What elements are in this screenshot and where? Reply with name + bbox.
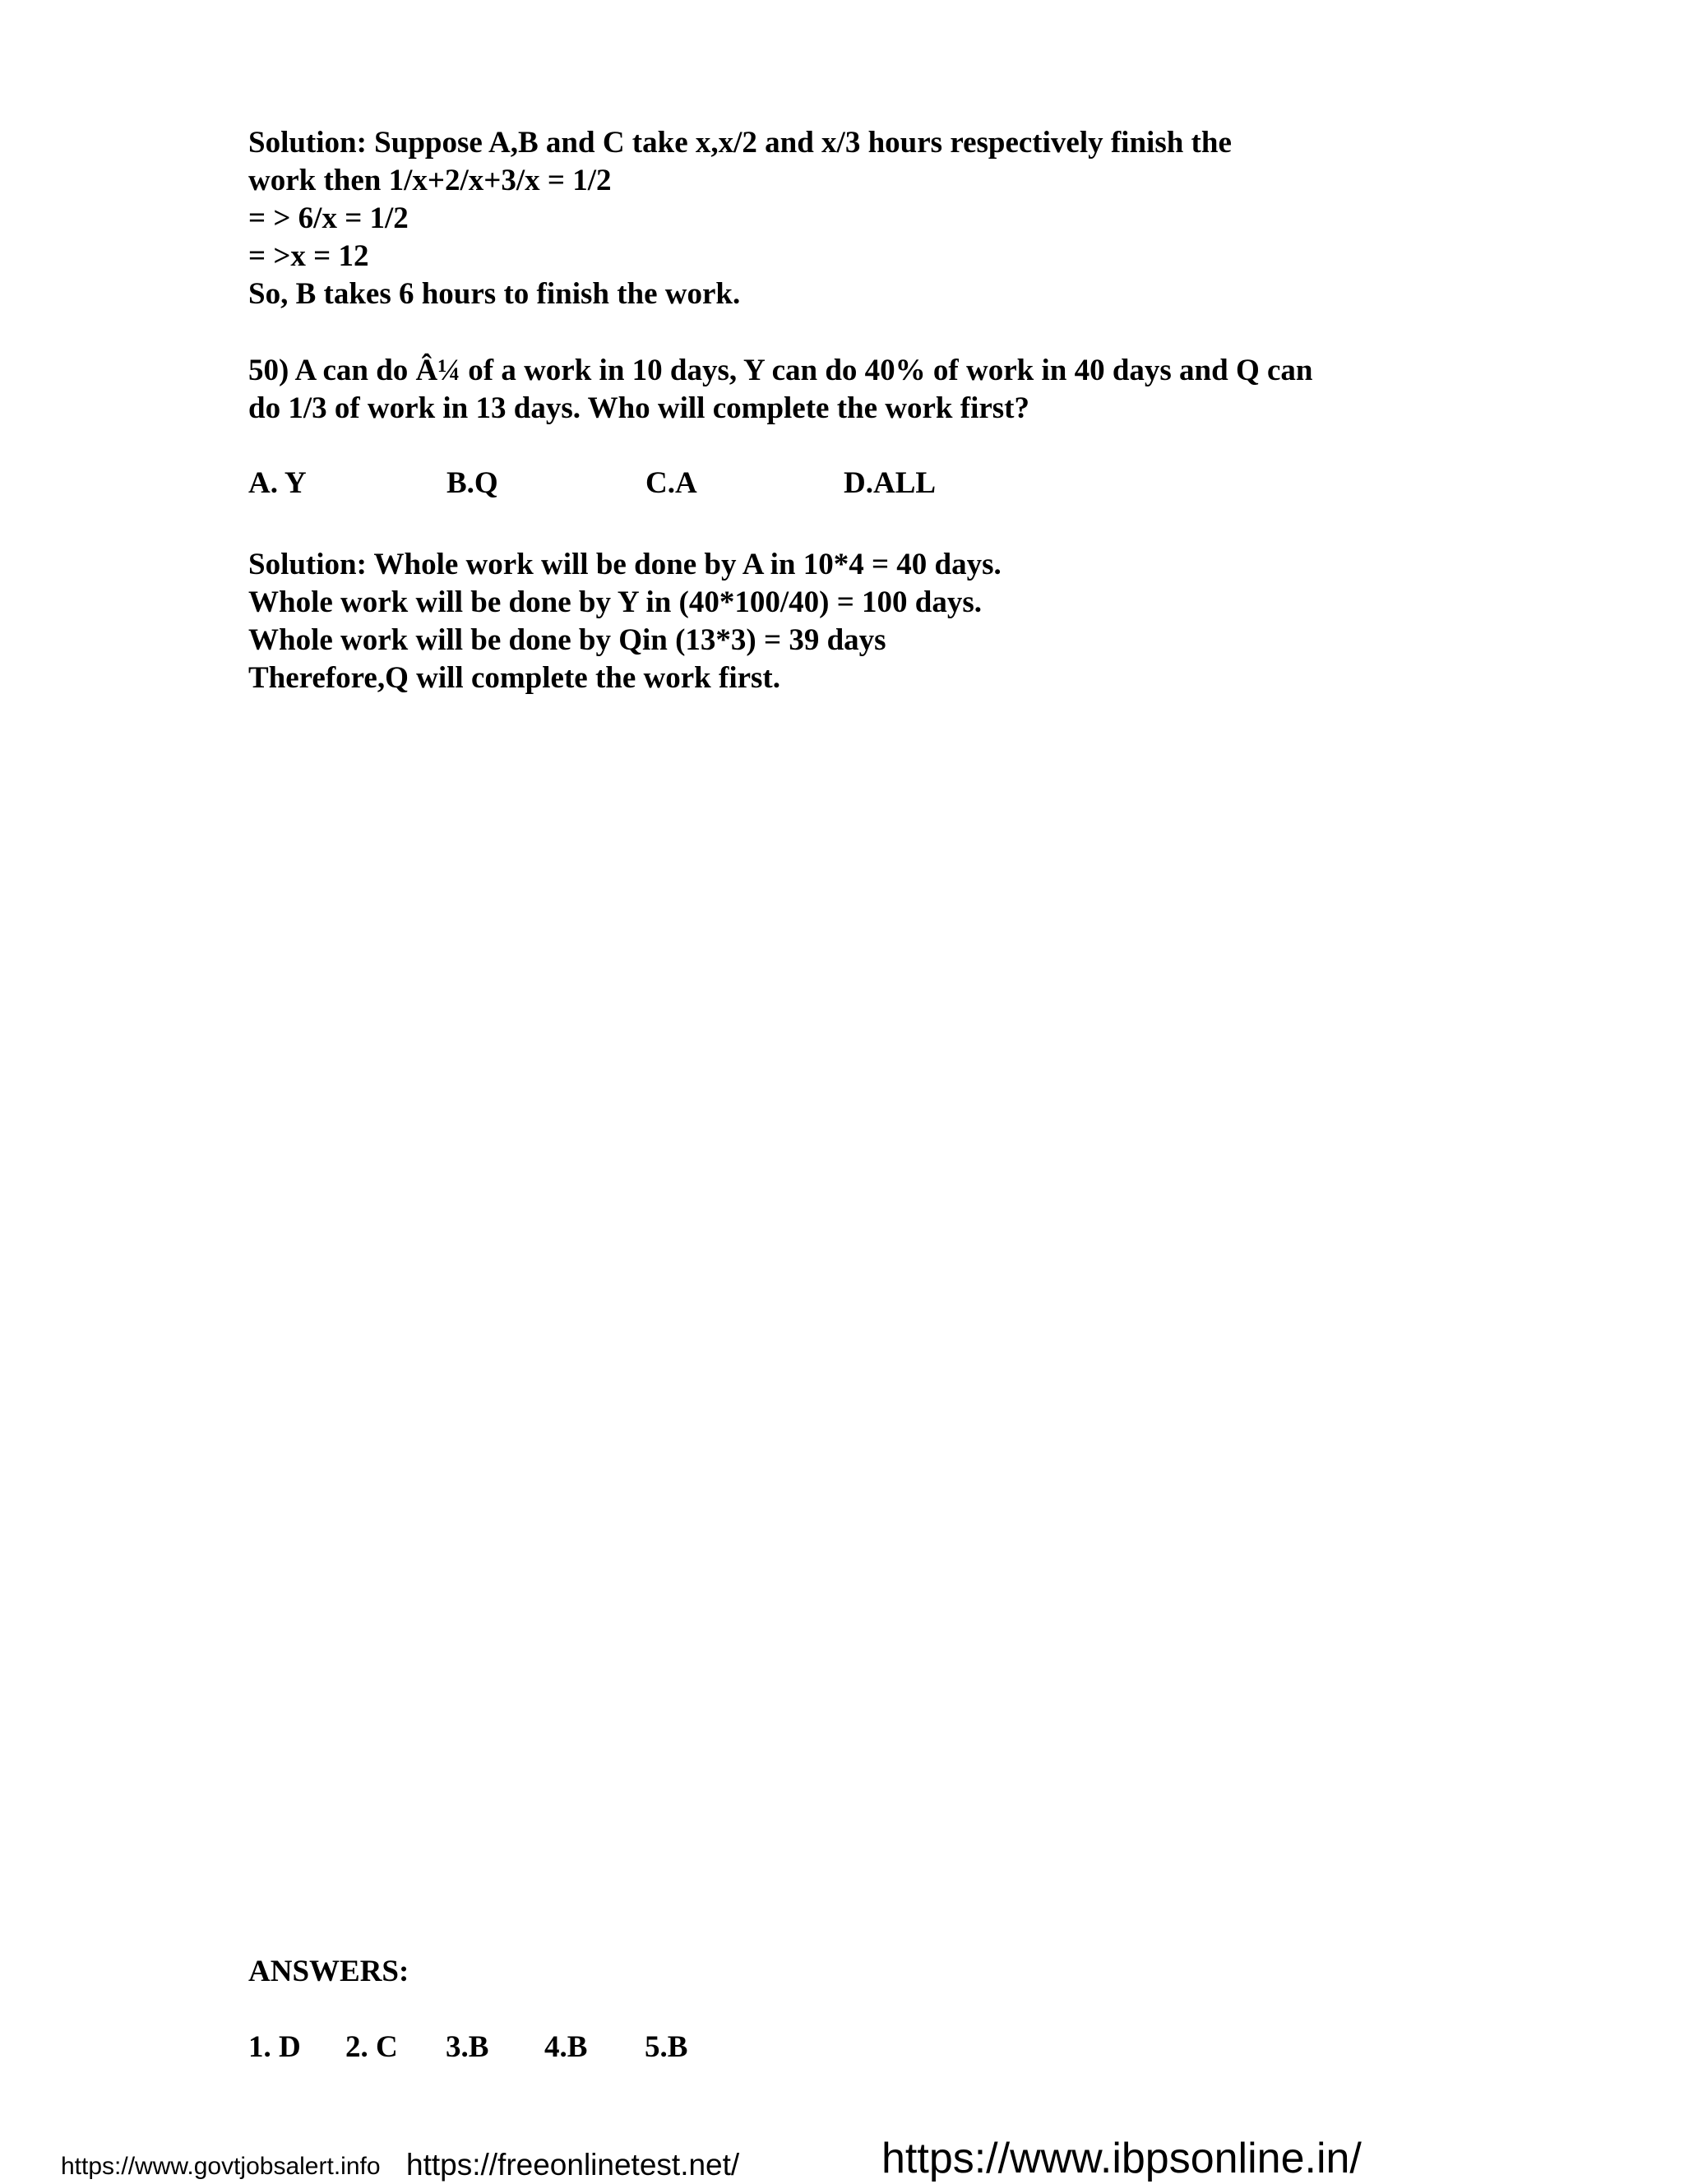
solution-line: Therefore,Q will complete the work first.	[248, 661, 780, 695]
question-line: 50) A can do Â¼ of a work in 10 days, Y can do 40% of work in 40 days and Q can	[248, 354, 1313, 387]
solution-line: = >x = 12	[248, 239, 369, 273]
question-50	[248, 352, 1313, 428]
solution-line: Solution: Whole work will be done by A in 10*4 = 40 days.	[248, 548, 1002, 581]
footer-link-freeonlinetest[interactable]: https://freeonlinetest.net/	[406, 2148, 740, 2182]
option-b: B.Q	[446, 466, 498, 500]
solution-line: Solution: Suppose A,B and C take x,x/2 and x/3 hours respectively finish the	[248, 126, 1232, 160]
answers-list	[248, 2029, 824, 2066]
question-50-solution	[248, 546, 1002, 697]
answer-item: 2. C	[345, 2030, 398, 2064]
option-d: D.ALL	[844, 466, 937, 500]
solution-line: So, B takes 6 hours to finish the work.	[248, 277, 741, 311]
solution-line: Whole work will be done by Y in (40*100/40) = 100 days.	[248, 585, 983, 619]
answer-item: 3.B	[446, 2030, 489, 2064]
previous-solution	[248, 124, 1232, 313]
footer-link-govtjobsalert[interactable]: https://www.govtjobsalert.info	[61, 2153, 381, 2180]
footer-link-ibpsonline[interactable]: https://www.ibpsonline.in/	[881, 2135, 1362, 2182]
solution-line: = > 6/x = 1/2	[248, 201, 409, 235]
question-line: do 1/3 of work in 13 days. Who will complete the work first?	[248, 391, 1030, 425]
answer-item: 5.B	[645, 2030, 688, 2064]
solution-line: Whole work will be done by Qin (13*3) = 39 days	[248, 623, 886, 657]
answer-item: 4.B	[544, 2030, 588, 2064]
solution-line: work then 1/x+2/x+3/x = 1/2	[248, 164, 612, 197]
option-c: C.A	[645, 466, 697, 500]
answer-item: 1. D	[248, 2030, 301, 2064]
answer-options	[248, 465, 988, 502]
answers-heading: ANSWERS:	[248, 1955, 409, 1988]
option-a: A. Y	[248, 466, 307, 500]
